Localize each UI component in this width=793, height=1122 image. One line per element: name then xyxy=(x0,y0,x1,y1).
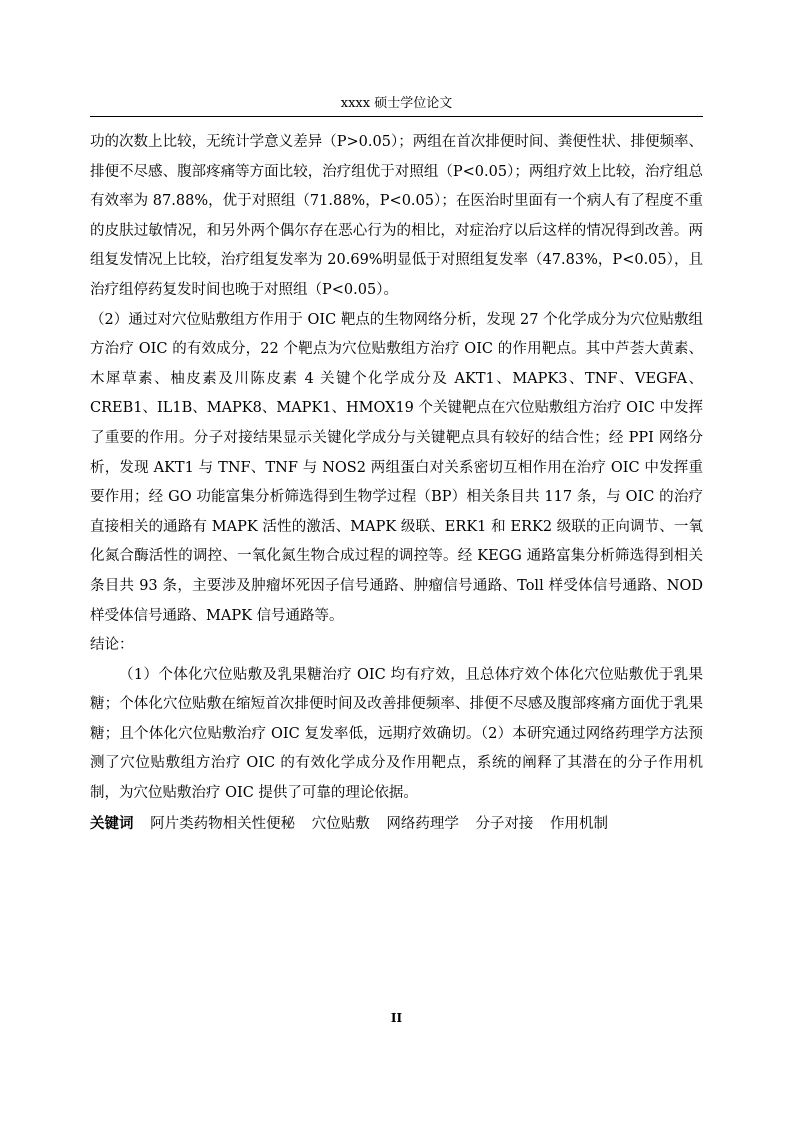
keywords-label: 关键词 xyxy=(90,814,134,832)
results-paragraph-2: （2）通过对穴位贴敷组方作用于 OIC 靶点的生物网络分析，发现 27 个化学成分为穴位贴敷组方治疗 OIC 的有效成分，22 个靶点为穴位贴敷组方治疗 OIC 的作用靶点。其中芦荟大黄素、木犀草素、柚皮素及川陈皮素 4 关键个化学成分及 AKT1、MAPK3、TNF、VEGFA、CREB1、IL1B、MAPK8、MAPK1、HMOX19 个关键靶点在穴位贴敷组方治疗 OIC 中发挥了重要的作用。分子对接结果显示关键化学成分与关键靶点具有较好的结合性；经 PPI 网络分析，发现 AKT1 与 TNF、TNF 与 NOS2 两组蛋白对关系密切互相作用在治疗 OIC 中发挥重要作用；经 GO 功能富集分析筛选得到生物学过程（BP）相关条目共 117 条，与 OIC 的治疗直接相关的通路有 MAPK 活性的激活、MAPK 级联、ERK1 和 ERK2 级联的正向调节、一氧化氮合酶活性的调控、一氧化氮生物合成过程的调控等。经 KEGG 通路富集分析筛选得到相关条目共 93 条，主要涉及肿瘤坏死因子信号通路、肿瘤信号通路、Toll 样受体信号通路、NOD 样受体信号通路、MAPK 信号通路等。 xyxy=(90,311,703,624)
conclusion-label: 结论： xyxy=(90,637,134,654)
keyword-item: 分子对接 xyxy=(475,815,534,832)
abstract-body xyxy=(90,128,703,839)
header-rule xyxy=(90,116,703,117)
conclusion-paragraph: （1）个体化穴位贴敷及乳果糖治疗 OIC 均有疗效，且总体疗效个体化穴位贴敷优于乳果糖；个体化穴位贴敷在缩短首次排便时间及改善排便频率、排便不尽感及腹部疼痛方面优于乳果糖；且个体化穴位贴敷治疗 OIC 复发率低，远期疗效确切。（2）本研究通过网络药理学方法预测了穴位贴敷组方治疗 OIC 的有效化学成分及作用靶点，系统的阐释了其潜在的分子作用机制，为穴位贴敷治疗 OIC 提供了可靠的理论依据。 xyxy=(90,666,703,802)
results-paragraph-1: 功的次数上比较，无统计学意义差异（P>0.05）；两组在首次排便时间、粪便性状、排便频率、排便不尽感、腹部疼痛等方面比较，治疗组优于对照组（P<0.05）；两组疗效上比较，治疗组总有效率为 87.88%，优于对照组（71.88%，P<0.05）；在医治时里面有一个病人有了程度不重的皮肤过敏情况，和另外两个偶尔存在恶心行为的相比，对症治疗以后这样的情况得到改善。两组复发情况上比较，治疗组复发率为 20.69%明显低于对照组复发率（47.83%，P<0.05），且治疗组停药复发时间也晚于对照组（P<0.05）。 xyxy=(90,134,703,298)
keyword-item: 阿片类药物相关性便秘 xyxy=(150,815,296,832)
running-header: xxxx 硕士学位论文 xyxy=(340,96,453,111)
keyword-item: 作用机制 xyxy=(550,815,609,832)
keyword-item: 网络药理学 xyxy=(386,815,459,832)
keyword-item: 穴位贴敷 xyxy=(311,815,370,832)
page-number: II xyxy=(390,1011,403,1025)
keywords-line xyxy=(90,809,703,840)
